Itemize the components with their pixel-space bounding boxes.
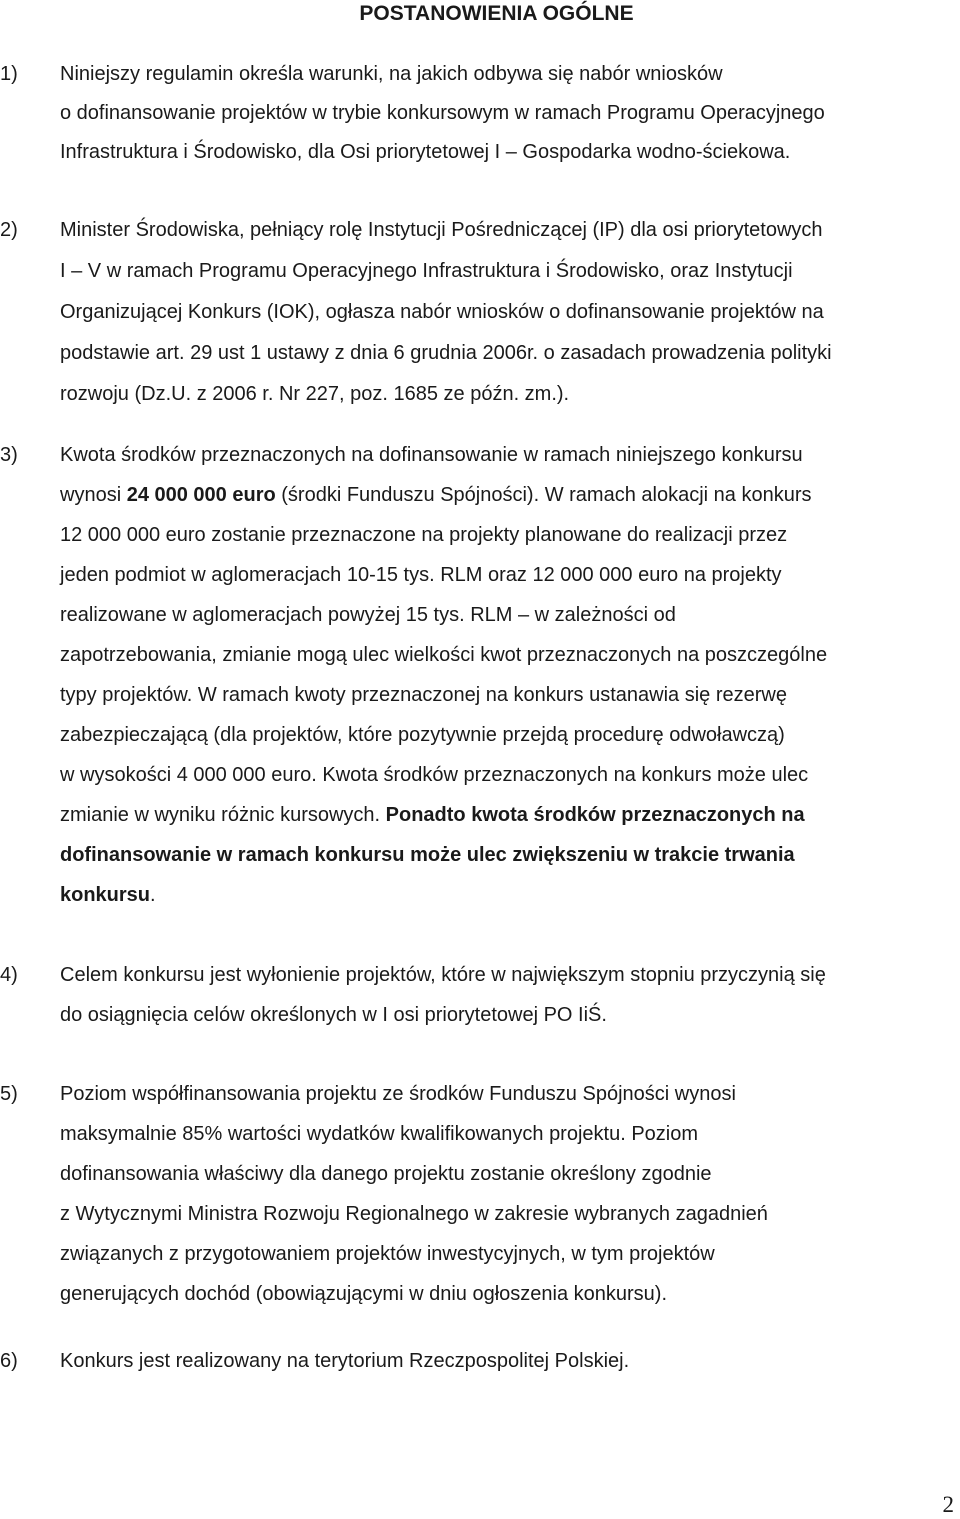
item-line: w wysokości 4 000 000 euro. Kwota środków przeznaczonych na konkurs może ulec [60, 764, 809, 786]
item-line: Celem konkursu jest wyłonienie projektów, które w największym stopniu przyczynią się [60, 964, 826, 986]
item-line: zabezpieczającą (dla projektów, które pozytywnie przejdą procedurę odwoławczą) [60, 724, 785, 746]
page-title: POSTANOWIENIA OGÓLNE [359, 2, 634, 25]
item-line: związanych z przygotowaniem projektów inwestycyjnych, w tym projektów [60, 1243, 715, 1265]
item-line: zapotrzebowania, zmianie mogą ulec wielkości kwot przeznaczonych na poszczególne [60, 644, 828, 666]
item-number: 3) [0, 444, 18, 466]
item-line: Konkurs jest realizowany na terytorium Rzeczpospolitej Polskiej. [60, 1350, 630, 1372]
item-line: 12 000 000 euro zostanie przeznaczone na projekty planowane do realizacji przez [60, 524, 788, 546]
item-number: 6) [0, 1350, 18, 1372]
page-number: 2 [942, 1492, 954, 1517]
amount-bold: 24 000 000 euro [126, 484, 276, 506]
item-line: typy projektów. W ramach kwoty przeznaczonej na konkurs ustanawia się rezerwę [60, 684, 787, 706]
item-line: zmianie w wyniku różnic kursowych. Ponadto kwota środków przeznaczonych na [60, 804, 805, 826]
bold-text: Ponadto kwota środków przeznaczonych na [385, 804, 805, 826]
item-line: do osiągnięcia celów określonych w I osi priorytetowej PO IiŚ. [60, 1004, 607, 1026]
item-number: 2) [0, 219, 18, 241]
item-line: dofinansowania właściwy dla danego projektu zostanie określony zgodnie [60, 1163, 712, 1185]
item-line: z Wytycznymi Ministra Rozwoju Regionalnego w zakresie wybranych zagadnień [60, 1203, 768, 1225]
item-line: konkursu. [60, 884, 156, 906]
item-line: Infrastruktura i Środowisko, dla Osi priorytetowej I – Gospodarka wodno-ściekowa. [60, 141, 791, 163]
item-line: rozwoju (Dz.U. z 2006 r. Nr 227, poz. 1685 ze późn. zm.). [60, 383, 570, 405]
item-line: o dofinansowanie projektów w trybie konkursowym w ramach Programu Operacyjnego [60, 102, 825, 124]
item-line: Kwota środków przeznaczonych na dofinansowanie w ramach niniejszego konkursu [60, 444, 803, 466]
item-line: Minister Środowiska, pełniący rolę Instytucji Pośredniczącej (IP) dla osi priorytetowych [60, 219, 823, 241]
item-line: maksymalnie 85% wartości wydatków kwalifikowanych projektu. Poziom [60, 1123, 699, 1145]
item-number: 1) [0, 63, 18, 85]
item-line: wynosi 24 000 000 euro (środki Funduszu Spójności). W ramach alokacji na konkurs [60, 484, 812, 506]
item-line: generujących dochód (obowiązującymi w dniu ogłoszenia konkursu). [60, 1283, 668, 1305]
item-line: jeden podmiot w aglomeracjach 10-15 tys. RLM oraz 12 000 000 euro na projekty [60, 564, 782, 586]
item-number: 5) [0, 1083, 18, 1105]
item-line: dofinansowanie w ramach konkursu może ulec zwiększeniu w trakcie trwania [60, 844, 795, 866]
item-line: podstawie art. 29 ust 1 ustawy z dnia 6 grudnia 2006r. o zasadach prowadzenia polityki [60, 342, 832, 364]
item-line: Niniejszy regulamin określa warunki, na jakich odbywa się nabór wniosków [60, 63, 723, 85]
item-line: I – V w ramach Programu Operacyjnego Infrastruktura i Środowisko, oraz Instytucji [60, 260, 793, 282]
item-line: Organizującej Konkurs (IOK), ogłasza nabór wniosków o dofinansowanie projektów na [60, 301, 824, 323]
item-line: realizowane w aglomeracjach powyżej 15 tys. RLM – w zależności od [60, 604, 676, 626]
item-line: Poziom współfinansowania projektu ze środków Funduszu Spójności wynosi [60, 1083, 736, 1105]
item-number: 4) [0, 964, 18, 986]
